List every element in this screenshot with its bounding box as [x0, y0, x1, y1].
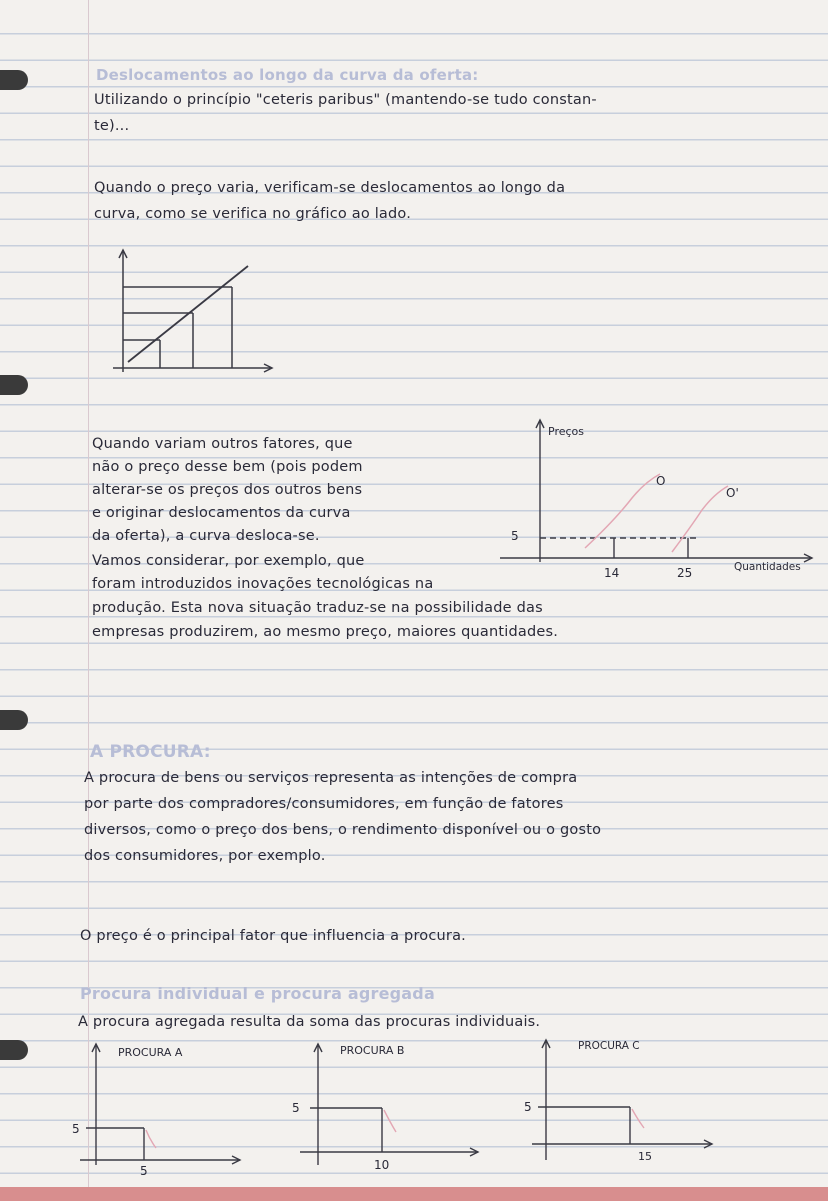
- quantity-label: 5: [140, 1164, 148, 1178]
- x-axis-label: Quantidades: [734, 561, 801, 573]
- chart-title: PROCURA A: [118, 1046, 183, 1059]
- main-factor-line: O preço é o principal fator que influencia a procura.: [80, 928, 466, 944]
- factors-line: empresas produzirem, ao mesmo preço, maiores quantidades.: [92, 624, 559, 640]
- demand-line: A procura de bens ou serviços representa as intenções de compra: [84, 770, 578, 786]
- factors-line: e originar deslocamentos da curva: [92, 505, 351, 521]
- page-bottom-edge: [0, 1187, 828, 1201]
- factors-line: Vamos considerar, por exemplo, que: [92, 553, 365, 569]
- factors-line: alterar-se os preços dos outros bens: [92, 482, 363, 498]
- quantity-tick-label: 25: [677, 566, 693, 580]
- chart-title: PROCURA C: [578, 1040, 640, 1052]
- quantity-label: 15: [638, 1150, 652, 1163]
- aggregate-sentence: A procura agregada resulta da soma das procuras individuais.: [78, 1014, 541, 1030]
- curve-label: O: [656, 474, 666, 488]
- price-tick-label: 5: [511, 529, 519, 543]
- demand-heading: A PROCURA:: [90, 742, 211, 762]
- price-label: 5: [72, 1122, 80, 1136]
- chart-title: PROCURA B: [340, 1044, 405, 1057]
- supply-line: te)...: [94, 118, 130, 134]
- price-label: 5: [292, 1101, 300, 1115]
- curve-label: O': [726, 486, 739, 500]
- quantity-tick-label: 14: [604, 566, 620, 580]
- factors-line: não o preço desse bem (pois podem: [92, 459, 363, 475]
- supply-heading: Deslocamentos ao longo da curva da oferta:: [96, 66, 479, 84]
- factors-line: foram introduzidos inovações tecnológicas na: [92, 576, 434, 592]
- demand-line: diversos, como o preço dos bens, o rendimento disponível ou o gosto: [84, 822, 602, 838]
- y-axis-label: Preços: [548, 425, 584, 438]
- price-line: Quando o preço varia, verificam-se deslocamentos ao longo da: [94, 180, 566, 196]
- aggregate-heading: Procura individual e procura agregada: [80, 984, 435, 1003]
- demand-line: por parte dos compradores/consumidores, em função de fatores: [84, 796, 564, 812]
- quantity-label: 10: [374, 1158, 390, 1172]
- supply-line: Utilizando o princípio "ceteris paribus" (mantendo-se tudo constan-: [94, 92, 597, 108]
- price-line: curva, como se verifica no gráfico ao lado.: [94, 206, 412, 222]
- factors-line: produção. Esta nova situação traduz-se na possibilidade das: [92, 600, 543, 616]
- factors-line: da oferta), a curva desloca-se.: [92, 528, 320, 544]
- price-label: 5: [524, 1100, 532, 1114]
- demand-line: dos consumidores, por exemplo.: [84, 848, 326, 864]
- factors-line: Quando variam outros fatores, que: [92, 436, 353, 452]
